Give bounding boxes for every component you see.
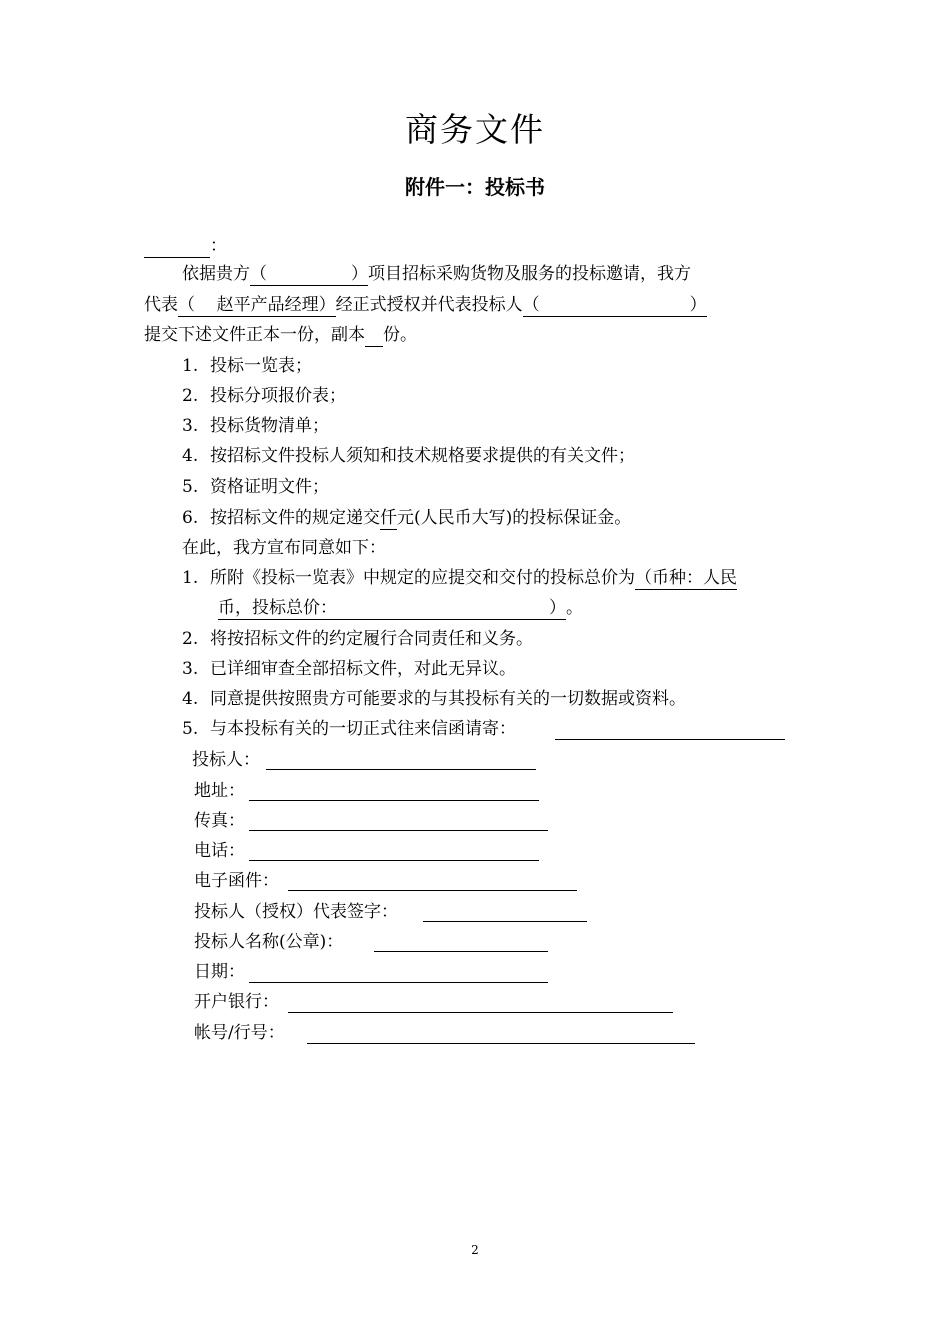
page-subtitle: 附件一：投标书 [405,175,545,199]
email-field-line [288,890,577,891]
field-label-signature: 投标人（授权）代表签字： [194,902,398,922]
para-line-1 [182,262,691,286]
name-seal-field-line [374,951,548,952]
field-label-account: 帐号/行号： [194,1023,285,1043]
para-text: 代表 [144,295,178,315]
total-price-field: 币，投标总价： ） [218,598,566,618]
currency-field: （币种：人民 [635,568,737,588]
field-label-email: 电子函件： [194,871,279,891]
list-item: 6. 按招标文件的规定递交仟元(人民币大写)的投标保证金。 [182,508,632,528]
para-line-2 [144,293,707,317]
list-item: 1. 投标一览表； [182,356,312,376]
list-item: 3. 投标货物清单； [182,416,329,436]
field-label-name-seal: 投标人名称(公章)： [194,932,344,952]
page-number: 2 [471,1243,479,1257]
bank-field-line [288,1012,673,1013]
para-text: 份。 [383,325,417,345]
address-field-line [249,800,539,801]
list-item: 5. 资格证明文件； [182,477,329,497]
field-label-fax: 传真： [194,811,245,831]
list-item: 2. 投标分项报价表； [182,386,346,406]
para-text: 经正式授权并代表投标人 [335,295,523,315]
date-field-line [249,982,548,983]
field-label-phone: 电话： [194,841,245,861]
addressee-line [144,234,227,258]
signature-field-line [423,921,587,922]
field-label-bank: 开户银行： [194,992,279,1012]
representative-field: （ 赵平产品经理） [178,295,336,315]
list-item: 4. 按招标文件投标人须知和技术规格要求提供的有关文件； [182,446,635,466]
list-item: 3. 已详细审查全部招标文件，对此无异议。 [182,659,516,679]
addressee-colon: ： [210,236,227,256]
bidder-name-blank: （ ） [522,295,707,315]
list-item-continuation: 币，投标总价： ）。 [218,598,583,618]
para-text: 提交下述文件正本一份，副本 [144,325,365,345]
para-text: 依据贵方 [182,264,250,284]
bond-amount-field: 仟 [380,508,397,528]
copies-blank [365,326,383,347]
para-text: 项目招标采购货物及服务的投标邀请，我方 [368,264,691,284]
field-label-bidder: 投标人： [192,750,260,770]
field-label-date: 日期： [194,962,245,982]
phone-field-line [249,860,539,861]
bidder-field-line [266,769,536,770]
mailing-address-line [555,739,785,740]
account-field-line [307,1043,695,1044]
fax-field-line [249,830,548,831]
list-item: 2. 将按招标文件的约定履行合同责任和义务。 [182,629,533,649]
para-line-3 [144,323,417,347]
declaration-heading: 在此，我方宣布同意如下： [182,538,386,558]
page-title: 商务文件 [405,110,545,149]
addressee-blank [144,237,210,258]
list-item: 1. 所附《投标一览表》中规定的应提交和交付的投标总价为（币种：人民 [182,568,737,588]
list-item: 5. 与本投标有关的一切正式往来信函请寄： [182,719,516,739]
list-item: 4. 同意提供按照贵方可能要求的与其投标有关的一切数据或资料。 [182,689,686,709]
field-label-address: 地址： [194,781,245,801]
project-name-blank: （ ） [250,264,368,284]
